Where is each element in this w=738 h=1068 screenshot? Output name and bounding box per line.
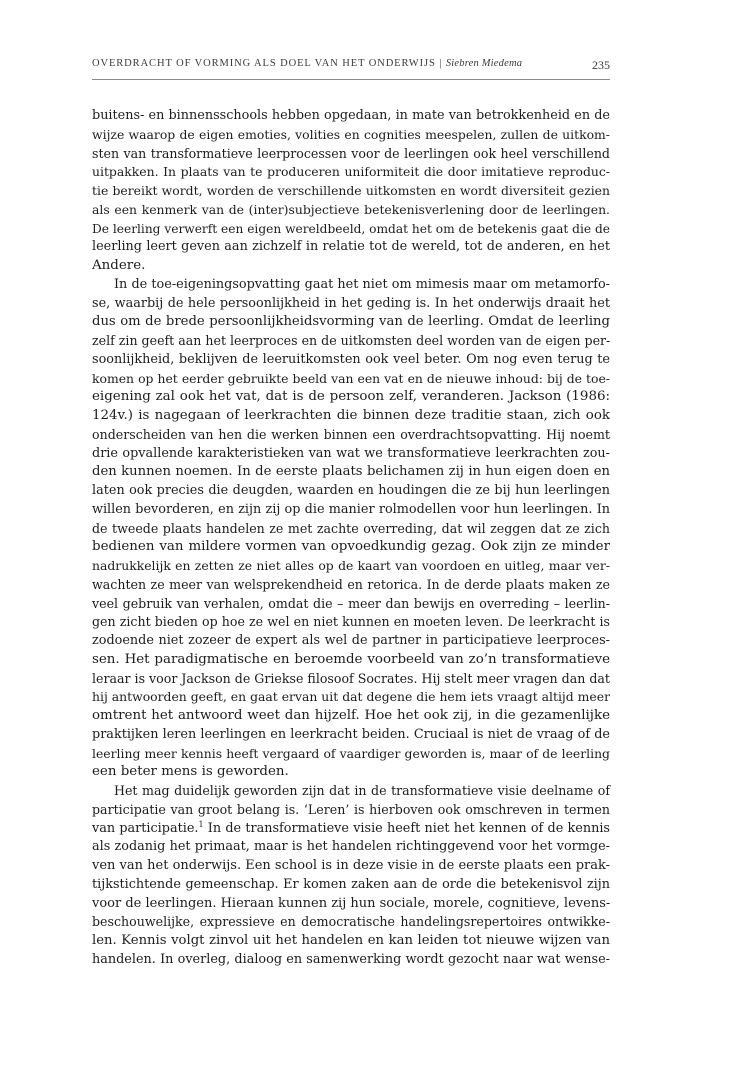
running-head	[92, 58, 612, 74]
text-line: leerling leert geven aan zichzelf in relatie tot de wereld, tot de anderen, en het	[92, 239, 610, 255]
text-segment: In de transformatieve visie heeft niet het kennen of de kennis	[203, 820, 610, 836]
text-line: eigening zal ook het vat, dat is de persoon zelf, veranderen. Jackson (1986:	[92, 389, 610, 405]
text-line: wachten ze meer van welsprekendheid en retorica. In de derde plaats maken ze	[92, 576, 610, 592]
page-number: 235	[592, 58, 610, 72]
text-line: als zodanig het primaat, maar is het handelen richtinggevend voor het vormge-	[92, 839, 610, 855]
text-line: den kunnen noemen. In de eerste plaats belichamen zij in hun eigen doen en	[92, 464, 610, 480]
text-line: voor de leerlingen. Hieraan kunnen zij hun sociale, morele, cognitieve, levens-	[92, 895, 611, 911]
text-line: onderscheiden van hen die werken binnen een overdrachtsopvatting. Hij noemt	[92, 426, 610, 442]
body-text	[92, 107, 610, 970]
footnote-marker[interactable]: 1	[198, 819, 204, 829]
text-line: als een kenmerk van de (inter)subjectieve betekenisverlening door de leerlingen.	[92, 201, 610, 217]
text-line: leraar is voor Jackson de Griekse filosoof Socrates. Hij stelt meer vragen dan dat	[92, 670, 610, 686]
header-rule	[92, 79, 610, 80]
text-line: uitpakken. In plaats van te produceren uniformiteit die door imitatieve reproduc-	[92, 164, 610, 180]
text-line: Andere.	[92, 258, 146, 273]
text-line: se, waarbij de hele persoonlijkheid in het geding is. In het onderwijs draait het	[92, 295, 610, 311]
paragraph-2	[92, 276, 610, 782]
text-segment: van participatie.	[92, 820, 199, 836]
text-line: dus om de brede persoonlijkheidsvorming van de leerling. Omdat de leerling	[92, 314, 610, 330]
text-line: buitens- en binnensschools hebben opgedaan, in mate van betrokkenheid en de	[92, 108, 610, 123]
text-line: hij antwoorden geeft, en gaat ervan uit dat degene die hem iets vraagt altijd meer	[92, 689, 610, 705]
text-line: willen bevorderen, en zijn zij op die manier rolmodellen voor hun leerlingen. In	[92, 501, 610, 517]
text-line: veel gebruik van verhalen, omdat die – meer dan bewijs en overreding – leerlin-	[92, 595, 610, 611]
text-line-with-footnote	[92, 820, 610, 839]
text-line: participatie van groot belang is. ‘Leren’ is hierboven ook omschreven in termen	[92, 801, 610, 817]
text-line: ven van het onderwijs. Een school is in deze visie in de eerste plaats een prak-	[92, 858, 611, 873]
text-line: De leerling verwerft een eigen wereldbeeld, omdat het om de betekenis gaat die de	[92, 221, 610, 236]
text-line: drie opvallende karakteristieken van wat we transformatieve leerkrachten zou-	[92, 445, 610, 461]
text-line: leerling meer kennis heeft vergaard of vaardiger geworden is, maar of de leerling	[92, 745, 610, 761]
text-line: 124v.) is nagegaan of leerkrachten die binnen deze traditie staan, zich ook	[92, 408, 610, 423]
text-line: beschouwelijke, expressieve en democratische handelingsrepertoires ontwikke-	[92, 914, 610, 930]
running-head-author: Siebren Miedema	[445, 58, 523, 69]
paragraph-3	[92, 782, 610, 970]
running-title: OVERDRACHT OF VORMING ALS DOEL VAN HET ONDERWIJS |	[92, 58, 443, 69]
text-line: een beter mens is geworden.	[92, 764, 289, 780]
text-line: In de toe-eigeningsopvatting gaat het niet om mimesis maar om metamorfo-	[114, 276, 610, 292]
text-line: laten ook precies die deugden, waarden en houdingen die ze bij hun leerlingen	[92, 483, 610, 498]
text-line: de tweede plaats handelen ze met zachte overreding, dat wil zeggen dat ze zich	[92, 520, 610, 536]
text-line: sten van transformatieve leerprocessen voor de leerlingen ook heel verschillend	[92, 145, 610, 161]
text-line: komen op het eerder gebruikte beeld van een vat en de nieuwe inhoud: bij de toe-	[92, 370, 610, 386]
text-line: nadrukkelijk en zetten ze niet alles op de kaart van voordoen en uitleg, maar ver-	[92, 558, 610, 573]
text-line: tijkstichtende gemeenschap. Er komen zaken aan de orde die betekenisvol zijn	[92, 876, 610, 892]
text-line: bedienen van mildere vormen van opvoedkundig gezag. Ook zijn ze minder	[92, 539, 610, 555]
text-line: len. Kennis volgt zinvol uit het handelen en kan leiden tot nieuwe wijzen van	[92, 933, 610, 948]
text-line: Het mag duidelijk geworden zijn dat in de transformatieve visie deelname of	[114, 783, 610, 798]
text-line: tie bereikt wordt, worden de verschillende uitkomsten en wordt diversiteit gezien	[92, 183, 610, 198]
text-line: handelen. In overleg, dialoog en samenwerking wordt gezocht naar wat wense-	[92, 951, 610, 967]
text-line: omtrent het antwoord weet dan hijzelf. Hoe het ook zij, in die gezamenlijke	[92, 708, 610, 723]
text-line: gen zicht bieden op hoe ze wel en niet kunnen en moeten leven. De leerkracht is	[92, 614, 610, 630]
text-line: soonlijkheid, beklijven de leeruitkomsten ook veel beter. Om nog even terug te	[92, 351, 610, 367]
text-line: praktijken leren leerlingen en leerkracht beiden. Cruciaal is niet de vraag of de	[92, 726, 610, 742]
text-line: sen. Het paradigmatische en beroemde voorbeeld van zo’n transformatieve	[92, 651, 610, 667]
text-line: wijze waarop de eigen emoties, volities en cognities meespelen, zullen de uitkom-	[92, 126, 610, 142]
text-line: zelf zin geeft aan het leerproces en de uitkomsten deel worden van de eigen per-	[92, 333, 611, 348]
paragraph-1	[92, 107, 610, 276]
text-line: zodoende niet zozeer de expert als wel de partner in participatieve leerproces-	[92, 633, 610, 648]
